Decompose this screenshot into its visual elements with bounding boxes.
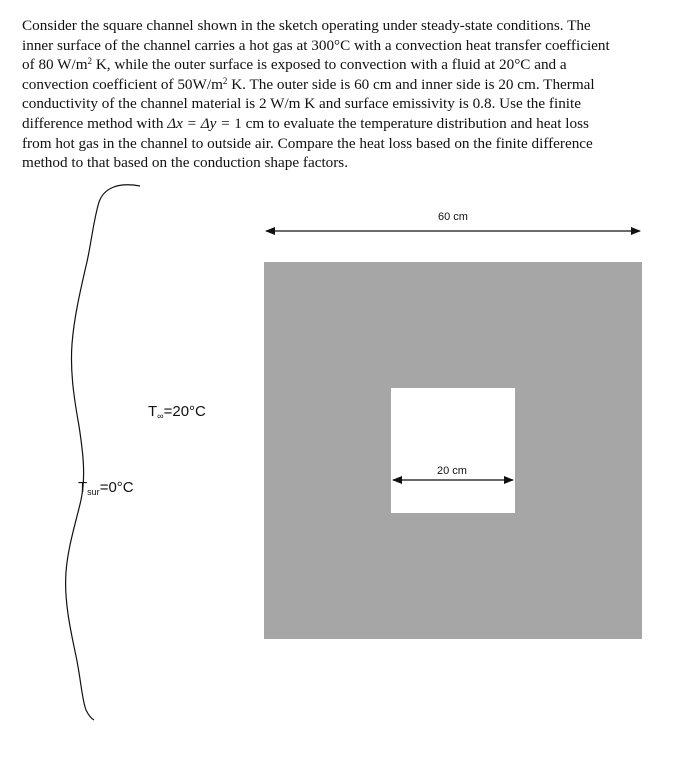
problem-line-3-a: of 80 W/m [22, 56, 88, 74]
problem-line-4-sup: 2 [222, 75, 228, 86]
problem-line-7: from hot gas in the channel to outside air. Compare the heat loss based on the finite difference [22, 134, 593, 152]
problem-line-6-a: difference method with [22, 114, 168, 132]
t-sur-sub: sur [87, 487, 100, 497]
problem-line-8: method to that based on the conduction shape factors. [22, 154, 349, 172]
t-infinity-sub: ∞ [157, 411, 164, 421]
t-infinity-symbol: T [148, 403, 158, 420]
problem-line-4-a: convection coefficient of 50W/m [22, 75, 223, 93]
problem-line-6-b: 1 cm to evaluate the temperature distribution and heat loss [234, 114, 589, 132]
t-sur-symbol: T [78, 479, 88, 496]
problem-line-4-b: K. The outer side is 60 cm and inner side is 20 cm. Thermal [227, 75, 595, 93]
problem-line-2: inner surface of the channel carries a hot gas at 300°C with a convection heat transfer coefficient [22, 36, 610, 54]
t-infinity-value: =20°C [163, 403, 206, 420]
inner-dimension-label: 20 cm [437, 465, 467, 477]
problem-line-5: conductivity of the channel material is 2 W/m K and surface emissivity is 0.8. Use the finite [22, 95, 581, 113]
problem-line-3-sup: 2 [87, 56, 93, 67]
t-surroundings-label [78, 479, 134, 497]
problem-line-6-math: Δx = Δy = [167, 114, 235, 132]
problem-line-3-b: K, while the outer surface is exposed to convection with a fluid at 20°C and a [92, 56, 567, 74]
problem-line-1: Consider the square channel shown in the sketch operating under steady-state conditions. The [22, 17, 591, 34]
channel-inner-cavity [391, 388, 515, 513]
outer-dimension-label: 60 cm [438, 211, 468, 223]
t-infinity-label [148, 403, 206, 421]
t-sur-value: =0°C [99, 479, 134, 496]
surroundings-boundary [66, 185, 140, 720]
